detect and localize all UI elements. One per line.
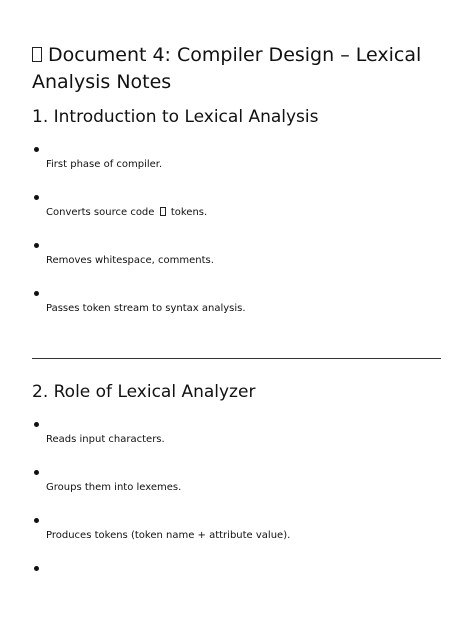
section-heading-role: 2. Role of Lexical Analyzer bbox=[32, 382, 256, 402]
list-item: Removes whitespace, comments. bbox=[46, 255, 214, 266]
bullet-marker bbox=[34, 195, 39, 200]
bullet-marker bbox=[34, 518, 39, 523]
bullet-marker bbox=[34, 422, 39, 427]
section-heading-introduction: 1. Introduction to Lexical Analysis bbox=[32, 107, 319, 127]
bullet-marker bbox=[34, 470, 39, 475]
missing-glyph-icon bbox=[32, 47, 42, 62]
list-item: Reads input characters. bbox=[46, 434, 165, 445]
list-item bbox=[46, 206, 207, 219]
bullet-marker bbox=[34, 566, 39, 571]
horizontal-divider bbox=[32, 358, 441, 359]
list-item-text: Converts source code bbox=[46, 207, 155, 218]
list-item-text-suffix: tokens. bbox=[170, 207, 208, 218]
list-item: Produces tokens (token name + attribute value). bbox=[46, 530, 291, 541]
bullet-marker bbox=[34, 291, 39, 296]
bullet-marker bbox=[34, 147, 39, 152]
list-item: Groups them into lexemes. bbox=[46, 482, 182, 493]
list-item: Passes token stream to syntax analysis. bbox=[46, 303, 246, 314]
missing-glyph-icon bbox=[160, 207, 166, 216]
bullet-marker bbox=[34, 243, 39, 248]
document-title bbox=[32, 42, 452, 96]
list-item: First phase of compiler. bbox=[46, 159, 163, 170]
document-title-text: Document 4: Compiler Design – Lexical Analysis Notes bbox=[32, 44, 422, 93]
